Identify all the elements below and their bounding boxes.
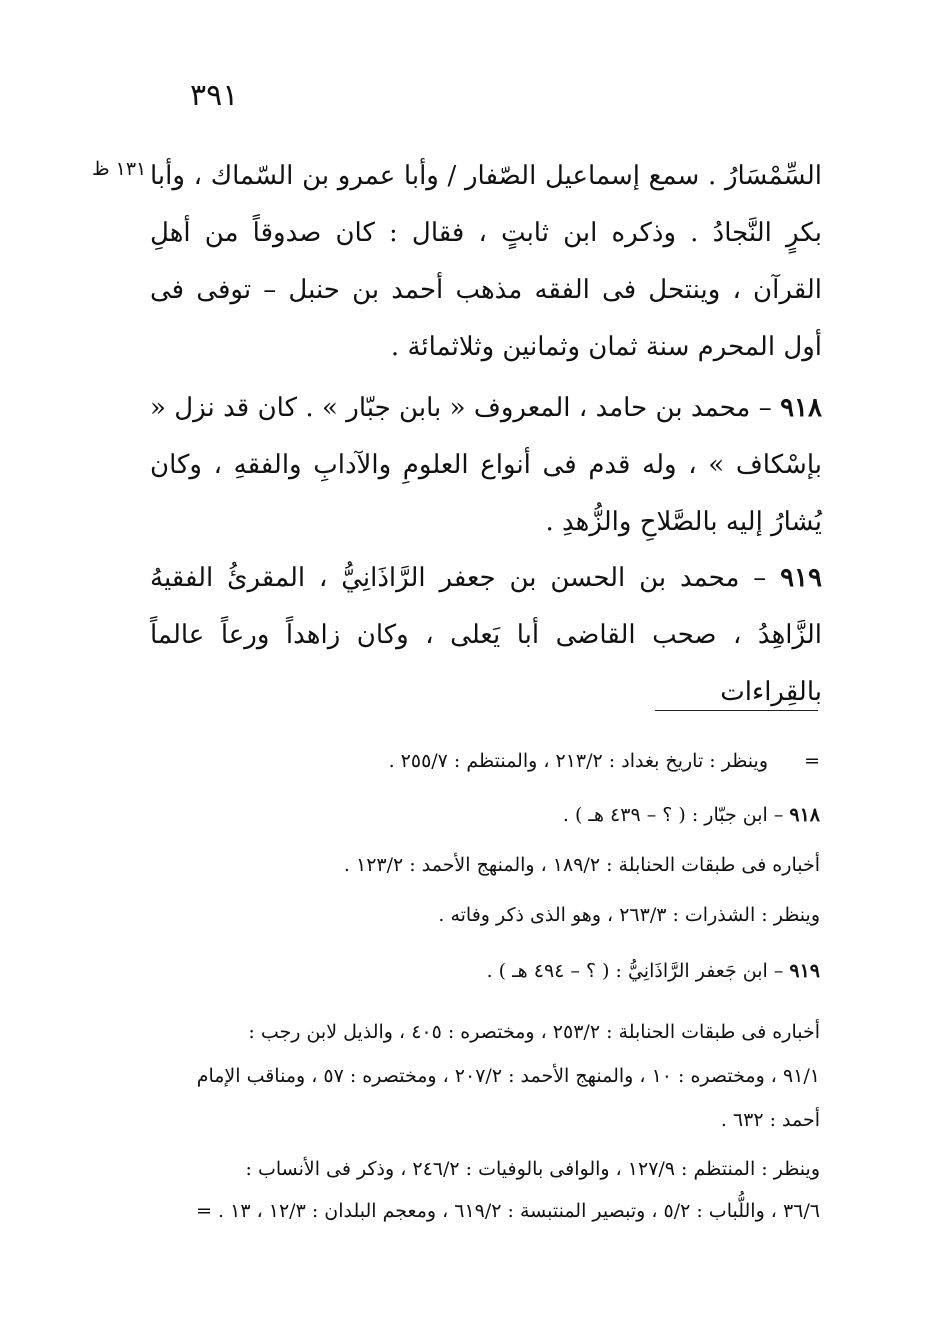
- footnote-entry-text: – ابن جبّار : ( ؟ – ٤٣٩ هـ ) .: [562, 804, 790, 826]
- entry-number: ٩١٩: [780, 563, 822, 593]
- footnote-line: أحمد : ٦٣٢ .: [720, 1109, 820, 1131]
- footnote-entry-918-heading: [140, 804, 820, 826]
- entry-text: – محمد بن الحسن بن جعفر الرَّاذَانِيُّ ، المقرئُ الفقيهُ الزَّاهِدُ ، صحب القاضى أبا يَعلى ، وكان زاهداً ورعاً عالماً بالقِراءات: [150, 563, 822, 707]
- footnote-line: [140, 904, 820, 926]
- footnote-text: أخباره فى طبقات الحنابلة : ١٨٩/٢ ، والمنهج الأحمد : ١٢٣/٢ .: [343, 854, 820, 876]
- footnote-entry-number: ٩١٩: [789, 960, 820, 982]
- footnote-line: [140, 854, 820, 876]
- entry-paragraph: [150, 550, 822, 721]
- entry-918: [150, 380, 822, 551]
- entry-number: ٩١٨: [780, 393, 822, 423]
- footnote-block: [140, 1148, 820, 1232]
- footnote-text: [140, 804, 820, 826]
- margin-folio-note: ١٣١ ظ: [92, 158, 147, 180]
- footnote-entry-919-heading: [140, 960, 820, 982]
- footnote-line: وينظر : المنتظم : ١٢٧/٩ ، والوافى بالوفيات : ٢٤٦/٢ ، وذكر فى الأنساب :: [245, 1158, 820, 1180]
- entry-paragraph: [150, 380, 822, 551]
- footnote-entry-text: – ابن جَعفر الرَّاذَانِيُّ : ( ؟ – ٤٩٤ هـ ) .: [486, 960, 790, 982]
- footnote-text: وينظر : الشذرات : ٢٦٣/٣ ، وهو الذى ذكر وفاته .: [438, 904, 820, 926]
- footnote-entry-number: ٩١٨: [789, 804, 820, 826]
- continuation-mark: =: [804, 750, 820, 772]
- paragraph-continuation: [150, 148, 822, 376]
- footnote-block: [140, 1010, 820, 1142]
- entry-919: [150, 550, 822, 721]
- footnote-divider: [655, 710, 818, 711]
- footnote-line: ٣٦/٦ ، واللُّباب : ٥/٢ ، وتبصير المنتبسة : ٦١٩/٢ ، ومعجم البلدان : ١٢/٣ ، ١٣ . =: [196, 1200, 820, 1222]
- footnote-text: [140, 960, 820, 982]
- footnote-text: وينظر : تاريخ بغداد : ٢١٣/٢ ، والمنتظم : ٢٥٥/٧ .: [388, 750, 768, 772]
- footnote-line: أخباره فى طبقات الحنابلة : ٢٥٣/٢ ، ومختصره : ٤٠٥ ، والذيل لابن رجب :: [248, 1021, 820, 1043]
- paragraph-text: السِّمْسَارُ . سمع إسماعيل الصّفار / وأبا عمرو بن السّماك ، وأبا بكرٍ النَّجادُ . وذكره ابن ثابتٍ ، فقال : كان صدوقاً من أهلِ القرآن ، وينتحل فى الفقه مذهب أحمد بن حنبل – توفى فى أول المحرم سنة ثمان وثمانين وثلاثمائة .: [150, 161, 822, 362]
- footnote-line: ٩١/١ ، ومختصره : ١٠ ، والمنهج الأحمد : ٢٠٧/٢ ، ومختصره : ٥٧ ، ومناقب الإمام: [196, 1065, 820, 1087]
- footnote-line: [140, 750, 820, 772]
- entry-text: – محمد بن حامد ، المعروف « بابن جبّار » . كان قد نزل « بإسْكاف » ، وله قدم فى أنواع العلومِ والآدابِ والفقهِ ، وكان يُشارُ إليه بالصَّلاحِ والزُّهدِ .: [150, 393, 822, 537]
- page-number: ٣٩١: [190, 78, 239, 113]
